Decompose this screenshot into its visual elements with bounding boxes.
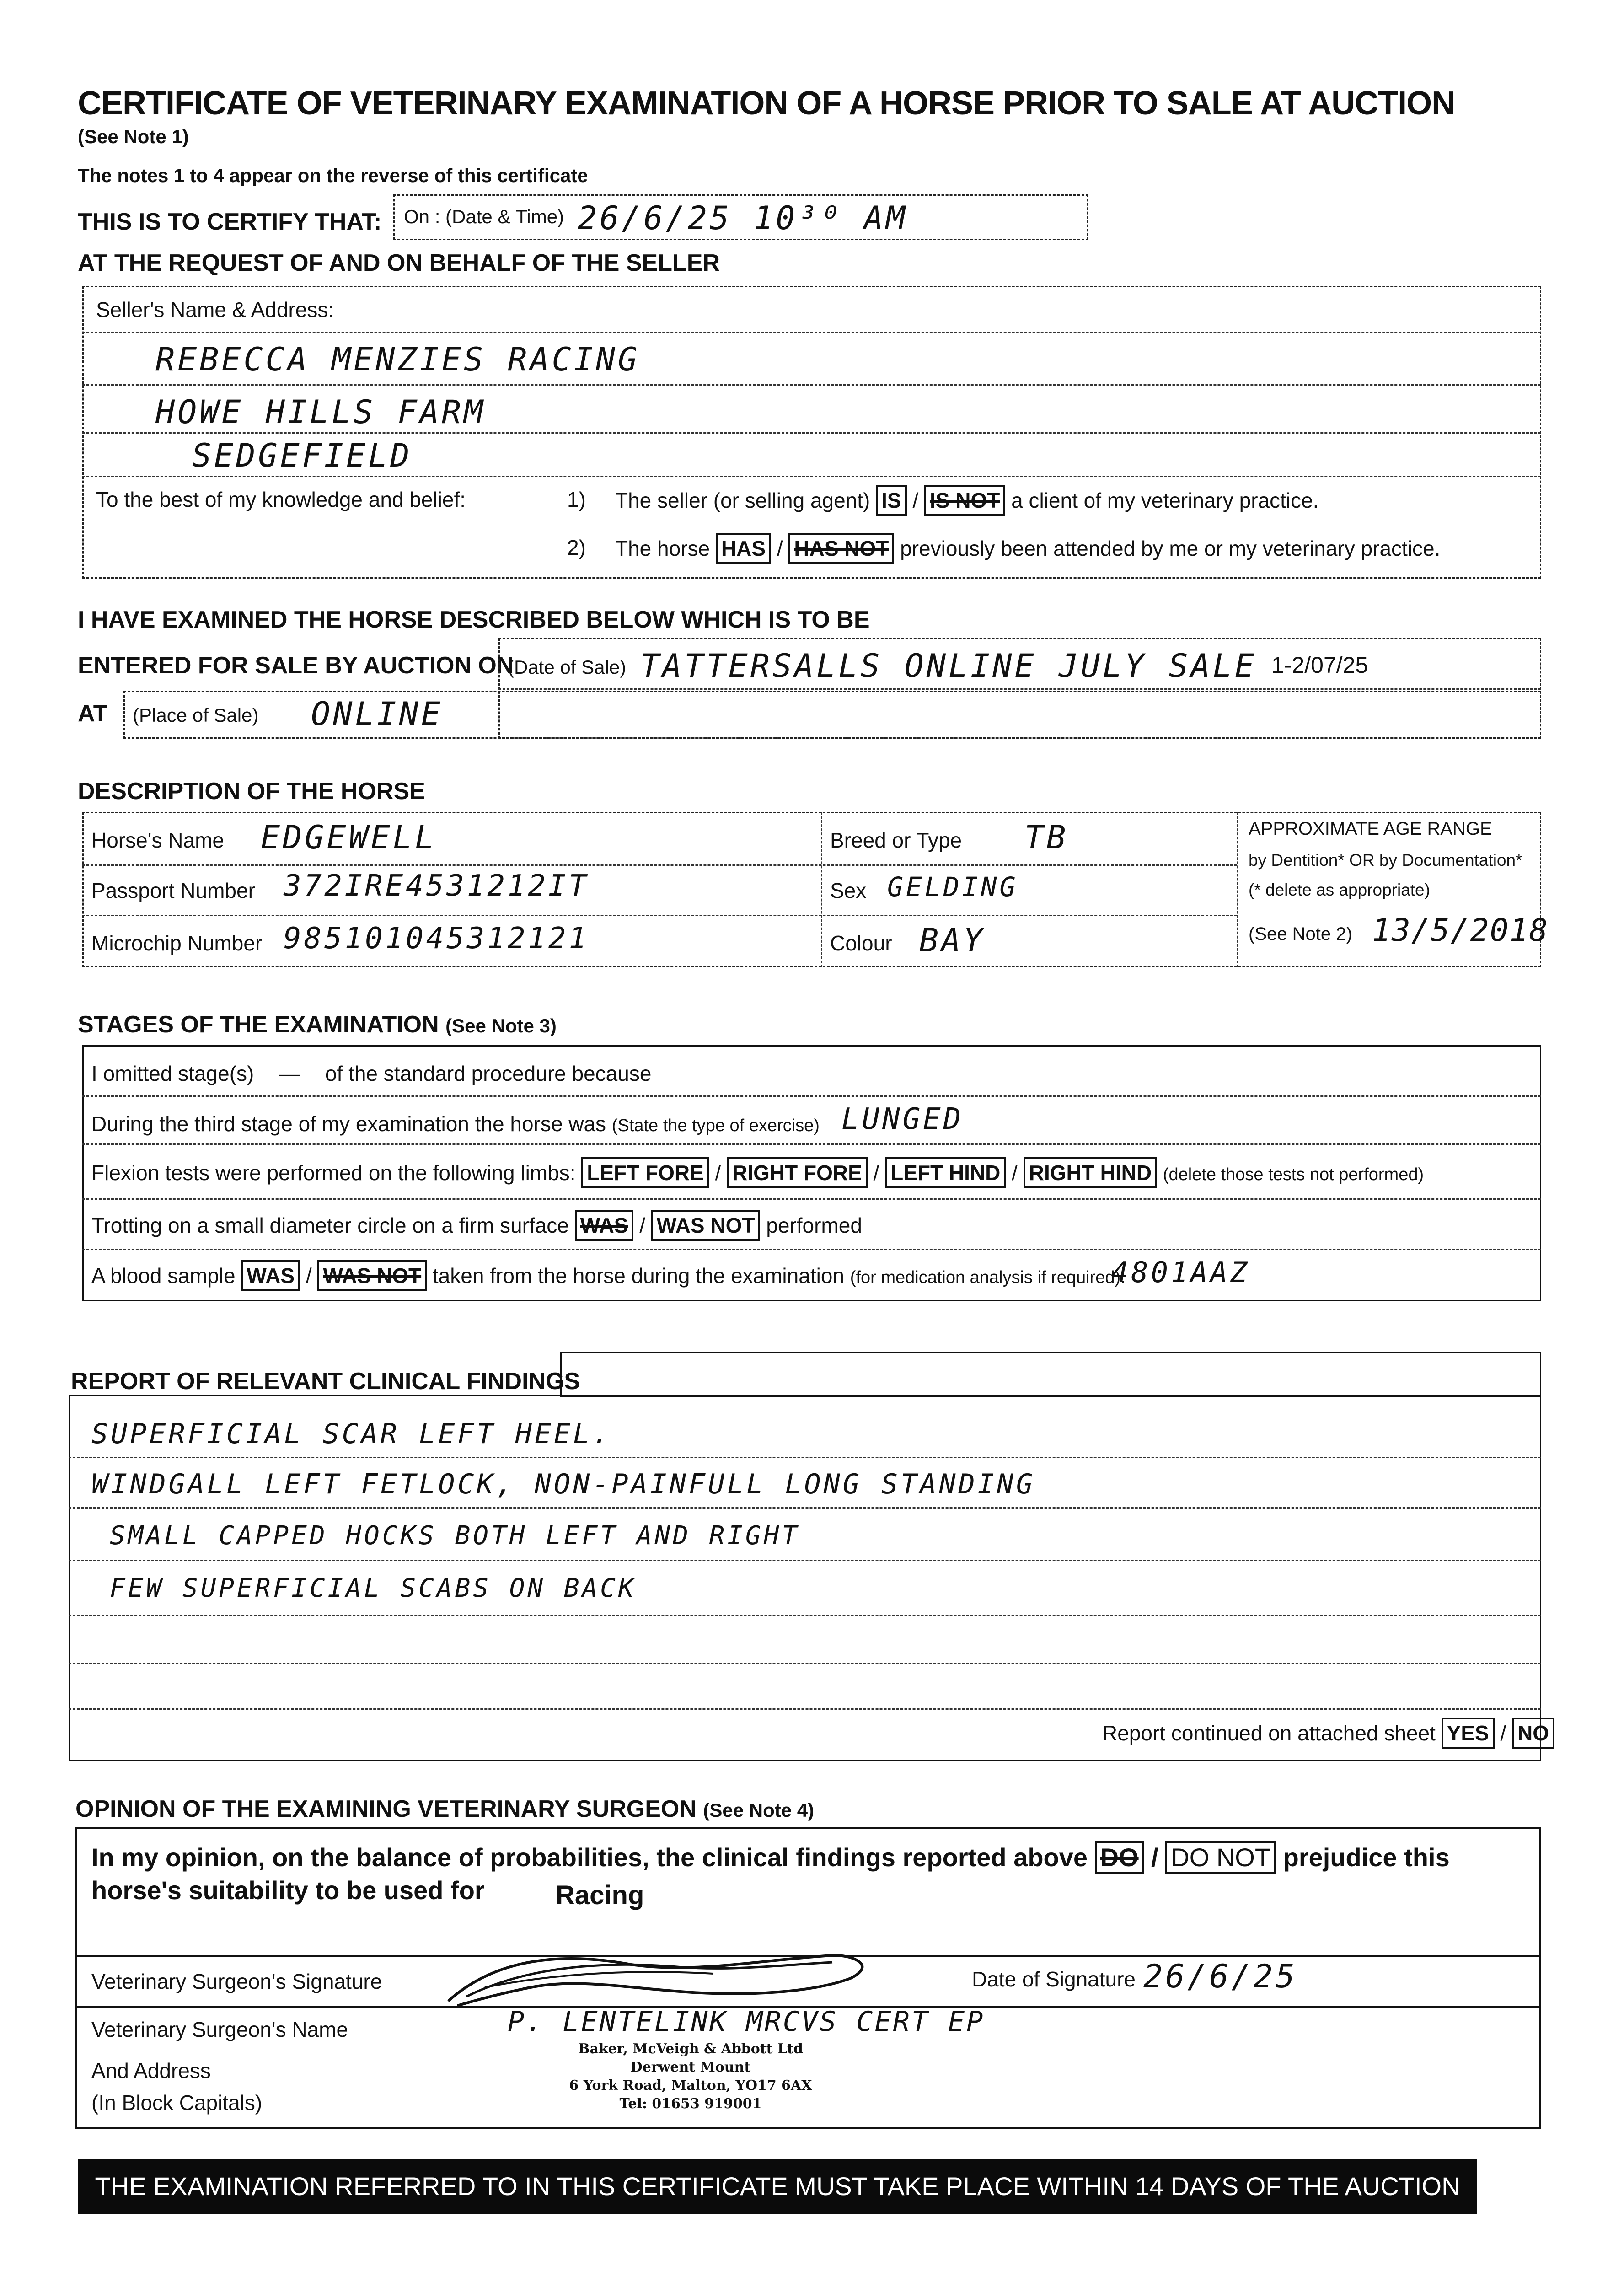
continued-row — [1102, 1718, 1554, 1749]
age-line-2: by Dentition* OR by Documentation* — [1249, 851, 1522, 870]
examined-label: I HAVE EXAMINED THE HORSE DESCRIBED BELOW WHICH IS TO BE — [78, 607, 870, 633]
signature-image — [439, 1942, 887, 2010]
blood-note: (for medication analysis if required). — [850, 1268, 1126, 1287]
third-stage-value[interactable]: LUNGED — [841, 1102, 964, 1136]
omitted-value[interactable]: — — [279, 1062, 300, 1085]
item1-num: 1) — [567, 488, 586, 511]
finding-line-1[interactable]: SUPERFICIAL SCAR LEFT HEEL. — [91, 1418, 612, 1450]
trotting-row — [91, 1210, 862, 1241]
trot-was[interactable]: WAS — [575, 1210, 634, 1241]
seller-label: Seller's Name & Address: — [96, 298, 334, 322]
finding-line-3[interactable]: SMALL CAPPED HOCKS BOTH LEFT AND RIGHT — [110, 1521, 800, 1551]
opinion-text-post: prejudice this — [1283, 1843, 1450, 1872]
stages-heading-text: STAGES OF THE EXAMINATION — [78, 1011, 439, 1038]
trot-was-not[interactable]: WAS NOT — [651, 1210, 761, 1241]
item2-pre: The horse — [615, 537, 710, 560]
findings-header-box — [560, 1352, 1541, 1397]
date-time-box[interactable] — [393, 194, 1088, 240]
flexion-note: (delete those tests not performed) — [1163, 1165, 1424, 1184]
see-note-1: (See Note 1) — [78, 126, 189, 147]
item1-is[interactable]: IS — [876, 485, 906, 516]
signature-label: Veterinary Surgeon's Signature — [91, 1970, 382, 1993]
trotting-label: Trotting on a small diameter circle on a firm surface — [91, 1213, 569, 1237]
finding-line-2[interactable]: WINDGALL LEFT FETLOCK, NON-PAINFULL LONG STANDING — [91, 1468, 1036, 1500]
opinion-line-1 — [91, 1841, 1450, 1874]
opinion-heading-row — [75, 1795, 814, 1823]
seller-line-2: HOWE HILLS FARM — [155, 393, 486, 431]
limb-right-hind[interactable]: RIGHT HIND — [1024, 1157, 1157, 1188]
certify-label: THIS IS TO CERTIFY THAT: — [78, 209, 382, 235]
finding-line-4[interactable]: FEW SUPERFICIAL SCABS ON BACK — [110, 1573, 637, 1603]
opinion-do-not[interactable]: DO NOT — [1165, 1841, 1276, 1874]
stamp-line-2: Derwent Mount — [630, 2059, 751, 2075]
stamp-line-3: 6 York Road, Malton, YO17 6AX — [569, 2078, 812, 2094]
third-stage-row — [91, 1111, 820, 1136]
blood-was-not[interactable]: WAS NOT — [317, 1260, 427, 1291]
seller-line-3: SEDGEFIELD — [192, 437, 413, 474]
opinion-do[interactable]: DO — [1095, 1841, 1144, 1874]
footer-banner: THE EXAMINATION REFERRED TO IN THIS CERTIFICATE MUST TAKE PLACE WITHIN 14 DAYS OF THE AUCTION — [78, 2159, 1477, 2214]
microchip-label: Microchip Number — [91, 931, 263, 955]
item1-pre: The seller (or selling agent) — [615, 489, 870, 512]
horse-name-label: Horse's Name — [91, 828, 224, 852]
item1-is-not[interactable]: IS NOT — [924, 485, 1005, 516]
item2-has-not[interactable]: HAS NOT — [788, 533, 894, 564]
opinion-line-2: horse's suitability to be used for — [91, 1876, 485, 1905]
date-time-label: On : (Date & Time) — [404, 206, 564, 227]
omitted-pre: I omitted stage(s) — [91, 1062, 254, 1085]
horse-name-value[interactable]: EDGEWELL — [261, 819, 437, 856]
omitted-row — [91, 1061, 651, 1086]
blood-value[interactable]: 4801AAZ — [1111, 1256, 1250, 1289]
item2-has[interactable]: HAS — [716, 533, 771, 564]
sex-label: Sex — [830, 879, 867, 902]
stamp-line-1: Baker, McVeigh & Abbott Ltd — [578, 2041, 803, 2057]
colour-label: Colour — [830, 931, 892, 955]
third-stage-note: (State the type of exercise) — [611, 1116, 820, 1135]
continued-slash: / — [1500, 1721, 1506, 1745]
flexion-label: Flexion tests were performed on the following limbs: — [91, 1161, 576, 1185]
practice-stamp — [549, 2040, 832, 2113]
continued-yes[interactable]: YES — [1442, 1718, 1495, 1749]
seller-line-1: REBECCA MENZIES RACING — [155, 341, 640, 378]
blood-pre: A blood sample — [91, 1264, 236, 1288]
opinion-heading-note: (See Note 4) — [703, 1799, 815, 1821]
address-label-1: And Address — [91, 2059, 211, 2083]
opinion-heading: OPINION OF THE EXAMINING VETERINARY SURGEON — [75, 1796, 697, 1822]
passport-label: Passport Number — [91, 879, 255, 902]
date-of-sale-label: (Date of Sale) — [508, 656, 627, 678]
limb-left-hind[interactable]: LEFT HIND — [885, 1157, 1006, 1188]
at-label: AT — [78, 700, 108, 727]
opinion-slash: / — [1151, 1843, 1158, 1872]
place-of-sale-label: (Place of Sale) — [133, 704, 259, 726]
flexion-row — [91, 1157, 1424, 1188]
vet-name-value[interactable]: P. LENTELINK MRCVS CERT EP — [508, 2006, 985, 2038]
trot-slash: / — [639, 1213, 646, 1237]
vet-name-label: Veterinary Surgeon's Name — [91, 2018, 348, 2041]
age-line-4: (See Note 2) — [1249, 924, 1352, 944]
colour-value[interactable]: BAY — [919, 922, 986, 959]
flexion-slash-1: / — [715, 1161, 721, 1185]
third-stage-label: During the third stage of my examination the horse was — [91, 1112, 606, 1136]
microchip-value[interactable]: 985101045312121 — [284, 922, 589, 956]
flexion-slash-3: / — [1012, 1161, 1018, 1185]
opinion-text-pre: In my opinion, on the balance of probabilities, the clinical findings reported above — [91, 1843, 1088, 1872]
blood-slash: / — [306, 1264, 312, 1288]
flexion-slash-2: / — [873, 1161, 879, 1185]
opinion-purpose[interactable]: Racing — [556, 1880, 644, 1910]
address-label-2: (In Block Capitals) — [91, 2091, 263, 2115]
trot-post: performed — [766, 1213, 862, 1237]
date-of-sale-typed: 1-2/07/25 — [1271, 652, 1368, 678]
stages-heading-note: (See Note 3) — [445, 1015, 557, 1036]
item1-post: a client of my veterinary practice. — [1011, 489, 1319, 512]
age-line-1: APPROXIMATE AGE RANGE — [1249, 819, 1492, 839]
breed-value[interactable]: TB — [1024, 819, 1069, 856]
findings-heading: REPORT OF RELEVANT CLINICAL FINDINGS — [71, 1368, 580, 1395]
item2-post: previously been attended by me or my veterinary practice. — [900, 537, 1441, 560]
limb-left-fore[interactable]: LEFT FORE — [581, 1157, 709, 1188]
item1-row — [615, 485, 1318, 516]
blood-post: taken from the horse during the examination — [432, 1264, 844, 1288]
sex-value[interactable]: GELDING — [887, 871, 1018, 902]
date-of-sale-value[interactable]: TATTERSALLS ONLINE JULY SALE — [640, 647, 1257, 685]
continued-label: Report continued on attached sheet — [1102, 1721, 1436, 1745]
notes-line: The notes 1 to 4 appear on the reverse of this certificate — [78, 165, 588, 186]
signature-date-value[interactable]: 26/6/25 — [1143, 1958, 1298, 1995]
omitted-post: of the standard procedure because — [325, 1062, 652, 1085]
item2-slash: / — [777, 537, 783, 560]
page-title: CERTIFICATE OF VETERINARY EXAMINATION OF A HORSE PRIOR TO SALE AT AUCTION — [78, 85, 1455, 122]
signature-date-label: Date of Signature — [972, 1967, 1136, 1991]
entered-label: ENTERED FOR SALE BY AUCTION ON — [78, 652, 514, 679]
limb-right-fore[interactable]: RIGHT FORE — [727, 1157, 868, 1188]
item2-num: 2) — [567, 536, 586, 559]
item2-row — [615, 533, 1440, 564]
stages-heading — [78, 1011, 557, 1038]
breed-label: Breed or Type — [830, 828, 962, 852]
age-line-3: (* delete as appropriate) — [1249, 880, 1430, 899]
request-label: AT THE REQUEST OF AND ON BEHALF OF THE SELLER — [78, 250, 720, 276]
blood-was[interactable]: WAS — [241, 1260, 300, 1291]
place-of-sale-value[interactable]: ONLINE — [311, 695, 443, 733]
passport-value[interactable]: 372IRE4531212IT — [284, 869, 589, 903]
blood-row — [91, 1260, 1126, 1291]
description-heading: DESCRIPTION OF THE HORSE — [78, 778, 425, 805]
stamp-line-4: Tel: 01653 919001 — [619, 2096, 762, 2112]
belief-label: To the best of my knowledge and belief: — [96, 488, 466, 511]
age-value[interactable]: 13/5/2018 — [1372, 913, 1549, 949]
date-time-value: 26/6/25 10³⁰ AM — [578, 199, 908, 237]
continued-no[interactable]: NO — [1512, 1718, 1554, 1749]
item1-slash: / — [912, 489, 919, 512]
